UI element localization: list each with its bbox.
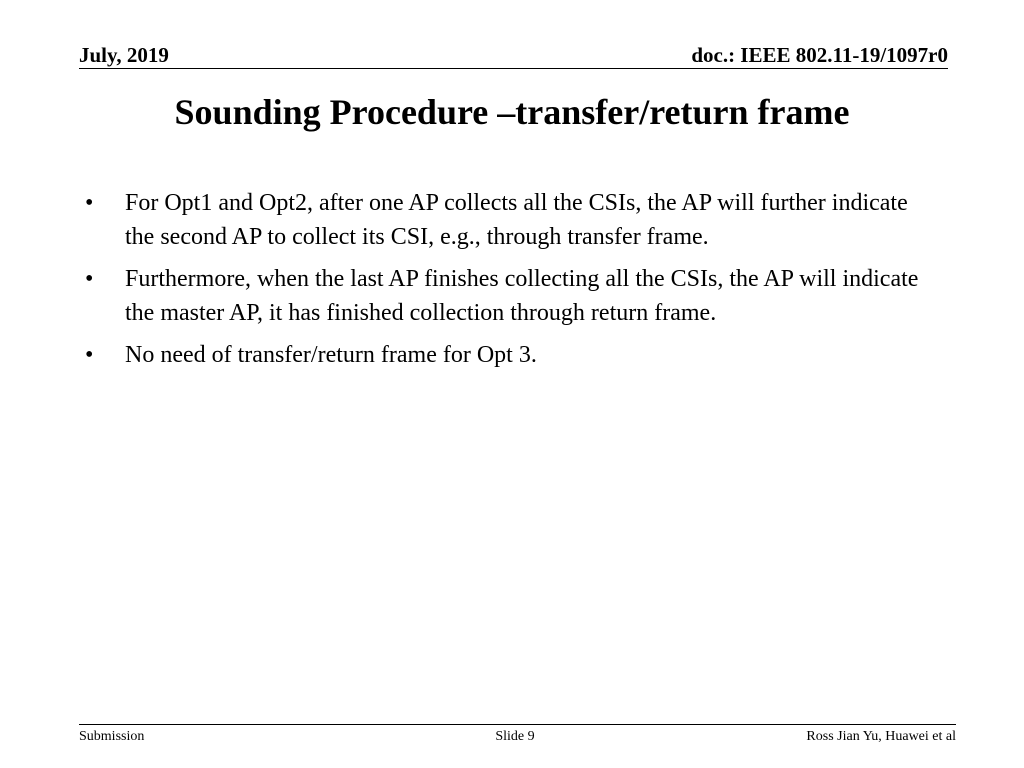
- bullet-list: [85, 186, 935, 380]
- bullet-text-1: For Opt1 and Opt2, after one AP collects all the CSIs, the AP will further indicate the second AP to collect its CSI, e.g., through transfer frame.: [125, 190, 908, 250]
- bullet-marker: •: [85, 342, 94, 368]
- footer-divider: [79, 724, 956, 725]
- bullet-text-2: Furthermore, when the last AP finishes collecting all the CSIs, the AP will indicate the master AP, it has finished collection through return frame.: [125, 266, 919, 326]
- bullet-item-1: [85, 186, 935, 254]
- bullet-item-3: [85, 338, 935, 372]
- header-document-id: doc.: IEEE 802.11-19/1097r0: [691, 43, 948, 67]
- footer-submission: Submission: [79, 729, 145, 744]
- footer-author: Ross Jian Yu, Huawei et al: [806, 729, 956, 744]
- bullet-item-2: [85, 262, 935, 330]
- footer-slide-number: Slide 9: [495, 729, 535, 744]
- bullet-text-3: No need of transfer/return frame for Opt 3.: [125, 342, 537, 368]
- slide-title: Sounding Procedure –transfer/return frame: [174, 92, 850, 132]
- bullet-marker: •: [85, 266, 94, 292]
- header-date: July, 2019: [79, 43, 169, 67]
- bullet-marker: •: [85, 190, 94, 216]
- header-divider: [79, 68, 948, 69]
